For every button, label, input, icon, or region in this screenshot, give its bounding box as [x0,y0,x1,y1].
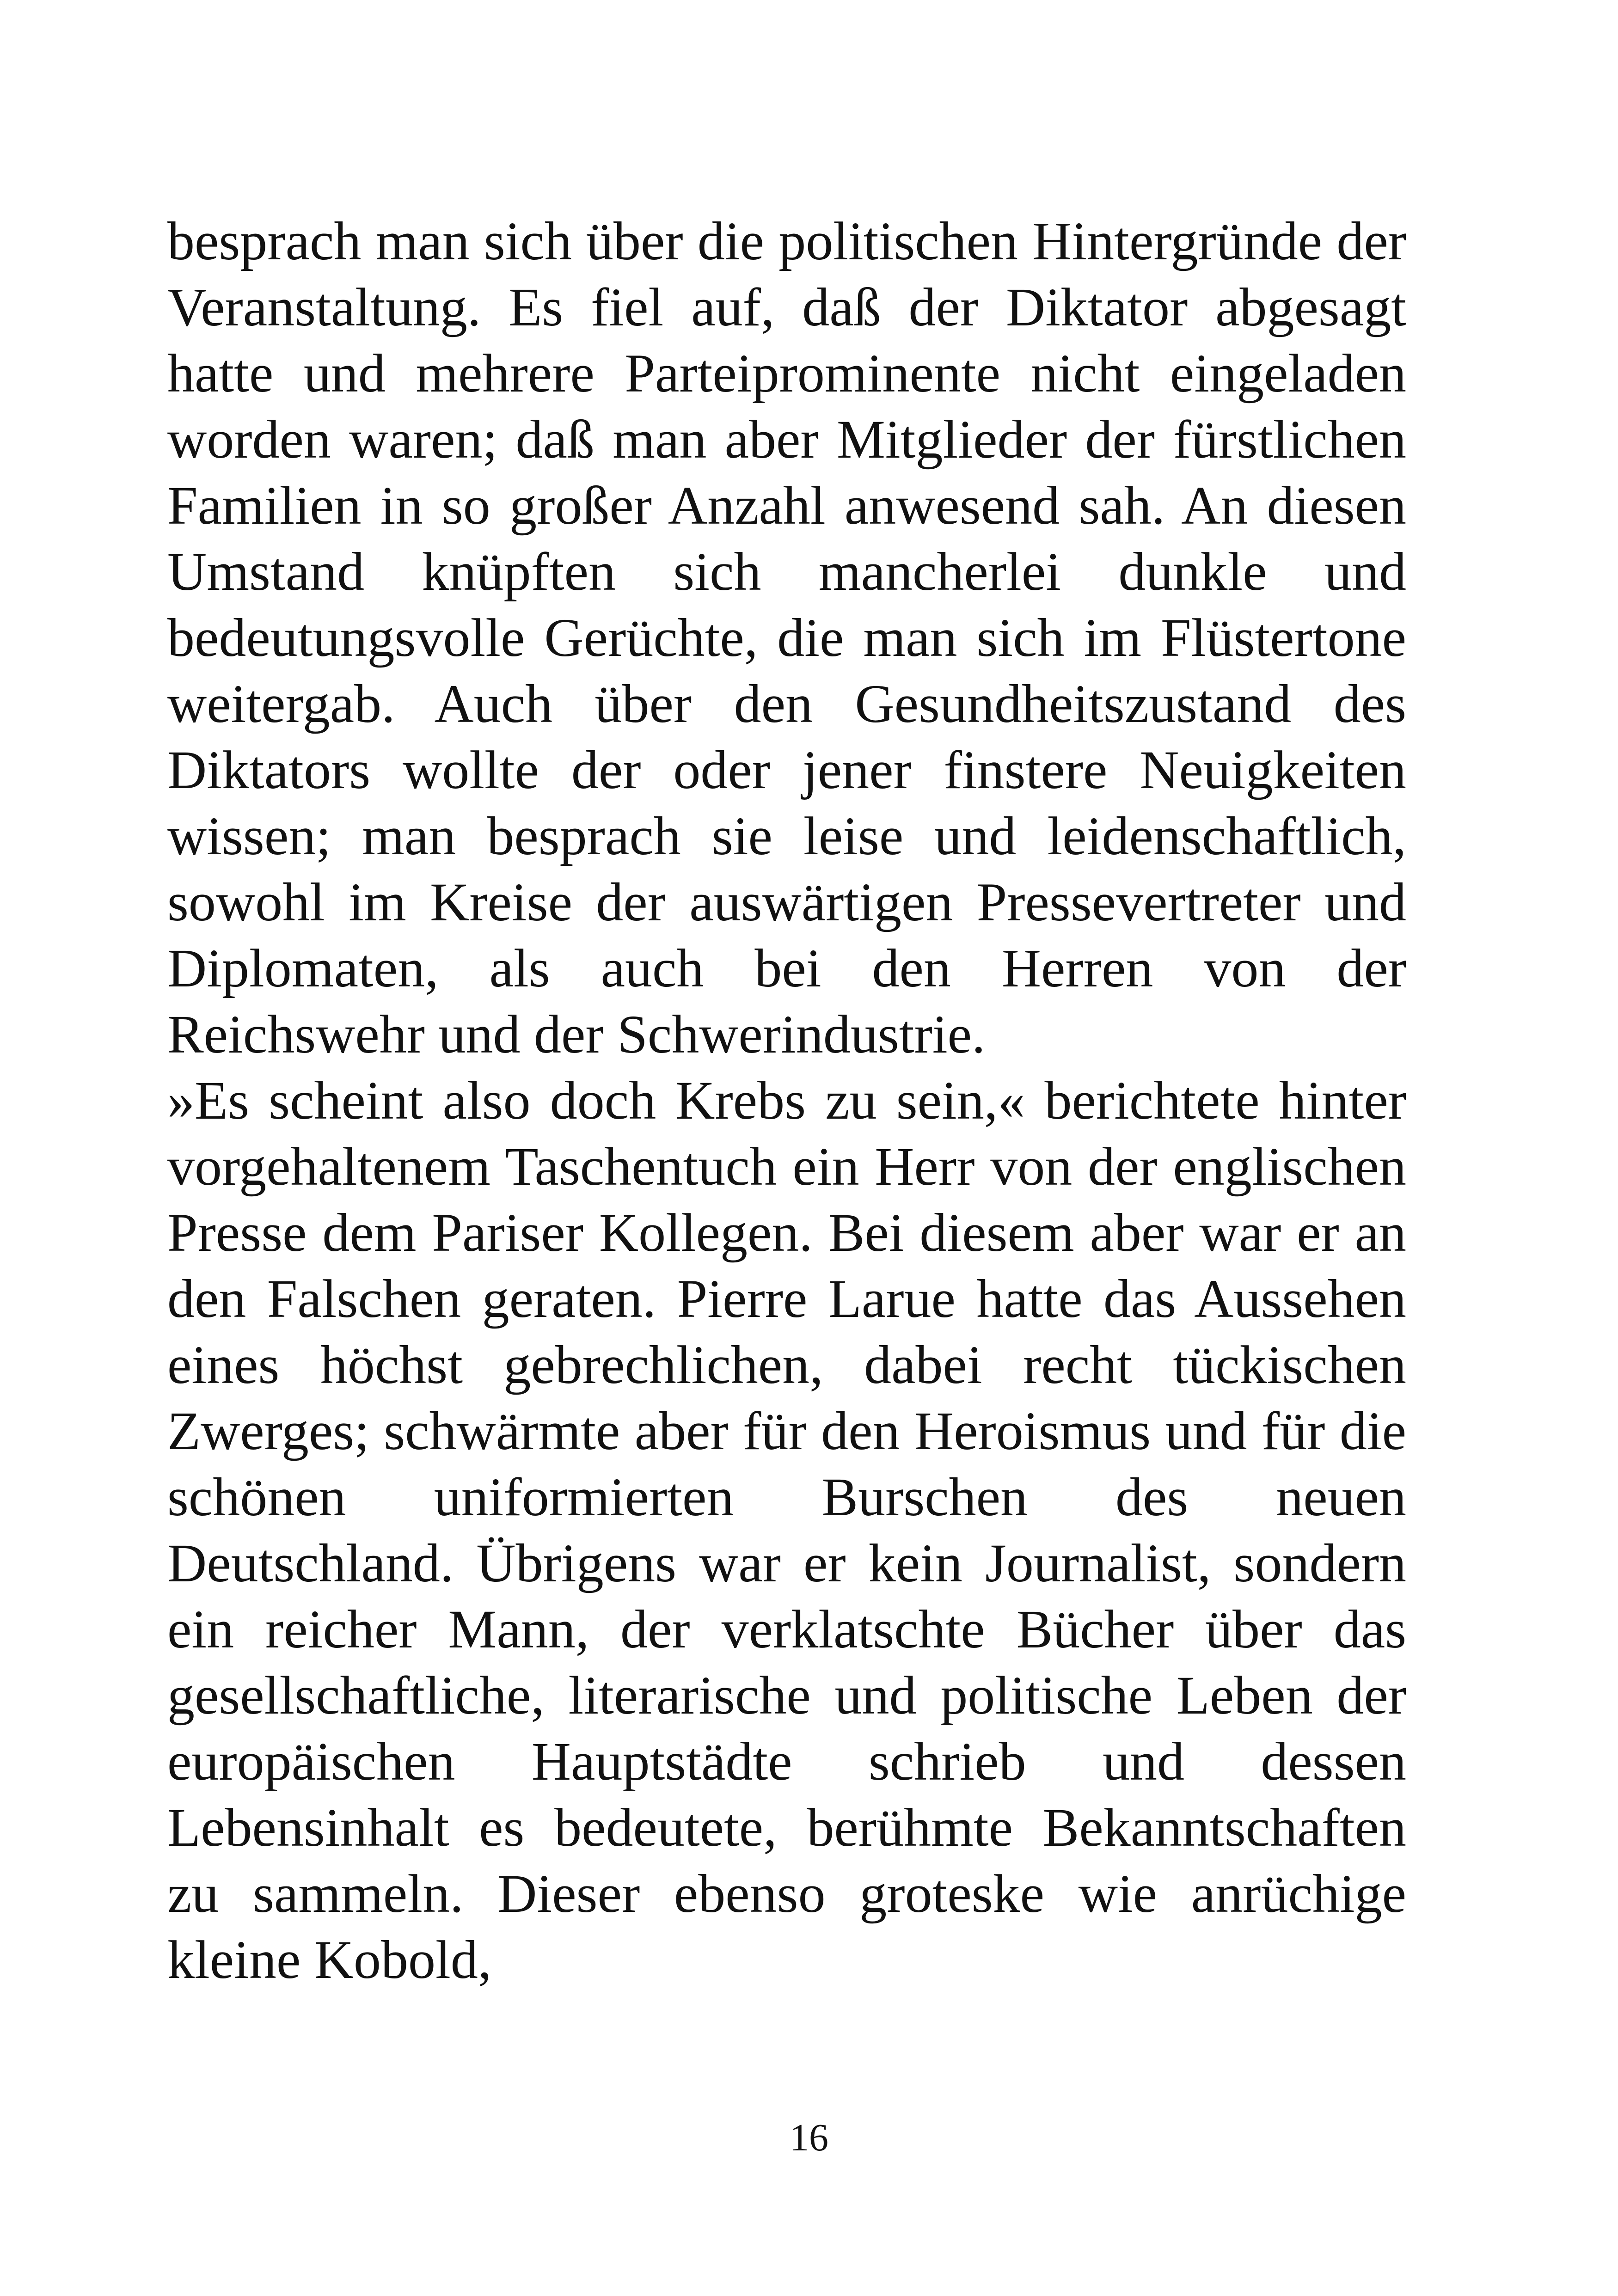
paragraph-2: »Es scheint also doch Krebs zu sein,« berichtete hinter vorgehaltenem Taschentuch ein Herr von der englischen Presse dem Pariser Kollegen. Bei diesem aber war er an den Falschen geraten. Pierre Larue hatte das Aussehen eines höchst gebrechlichen, dabei recht tückischen Zwerges; schwärmte aber für den Heroismus und für die schönen uniformierten Burschen des neuen Deutschland. Übrigens war er kein Journalist, sondern ein reicher Mann, der verklatschte Bücher über das gesellschaftliche, literarische und politische Leben der europäischen Hauptstädte schrieb und dessen Lebensinhalt es bedeutete, berühmte Bekanntschaften zu sammeln. Dieser ebenso groteske wie anrüchige kleine Kobold, [167,1070,1406,1990]
paragraph-1: besprach man sich über die politischen Hintergründe der Veranstaltung. Es fiel auf, daß der Diktator abgesagt hatte und mehrere Parteiprominente nicht eingeladen worden waren; daß man aber Mitglieder der fürstlichen Familien in so großer Anzahl anwesend sah. An diesen Umstand knüpften sich mancherlei dunkle und bedeutungsvolle Gerüchte, die man sich im Flüstertone weitergab. Auch über den Gesundheitszustand des Diktators wollte der oder jener finstere Neuigkeiten wissen; man besprach sie leise und leidenschaftlich, sowohl im Kreise der auswärtigen Pressevertreter und Diplomaten, als auch bei den Herren von der Reichswehr und der Schwerindustrie. [167,211,1406,1065]
body-text [167,208,1406,1993]
page-number: 16 [790,2116,828,2159]
